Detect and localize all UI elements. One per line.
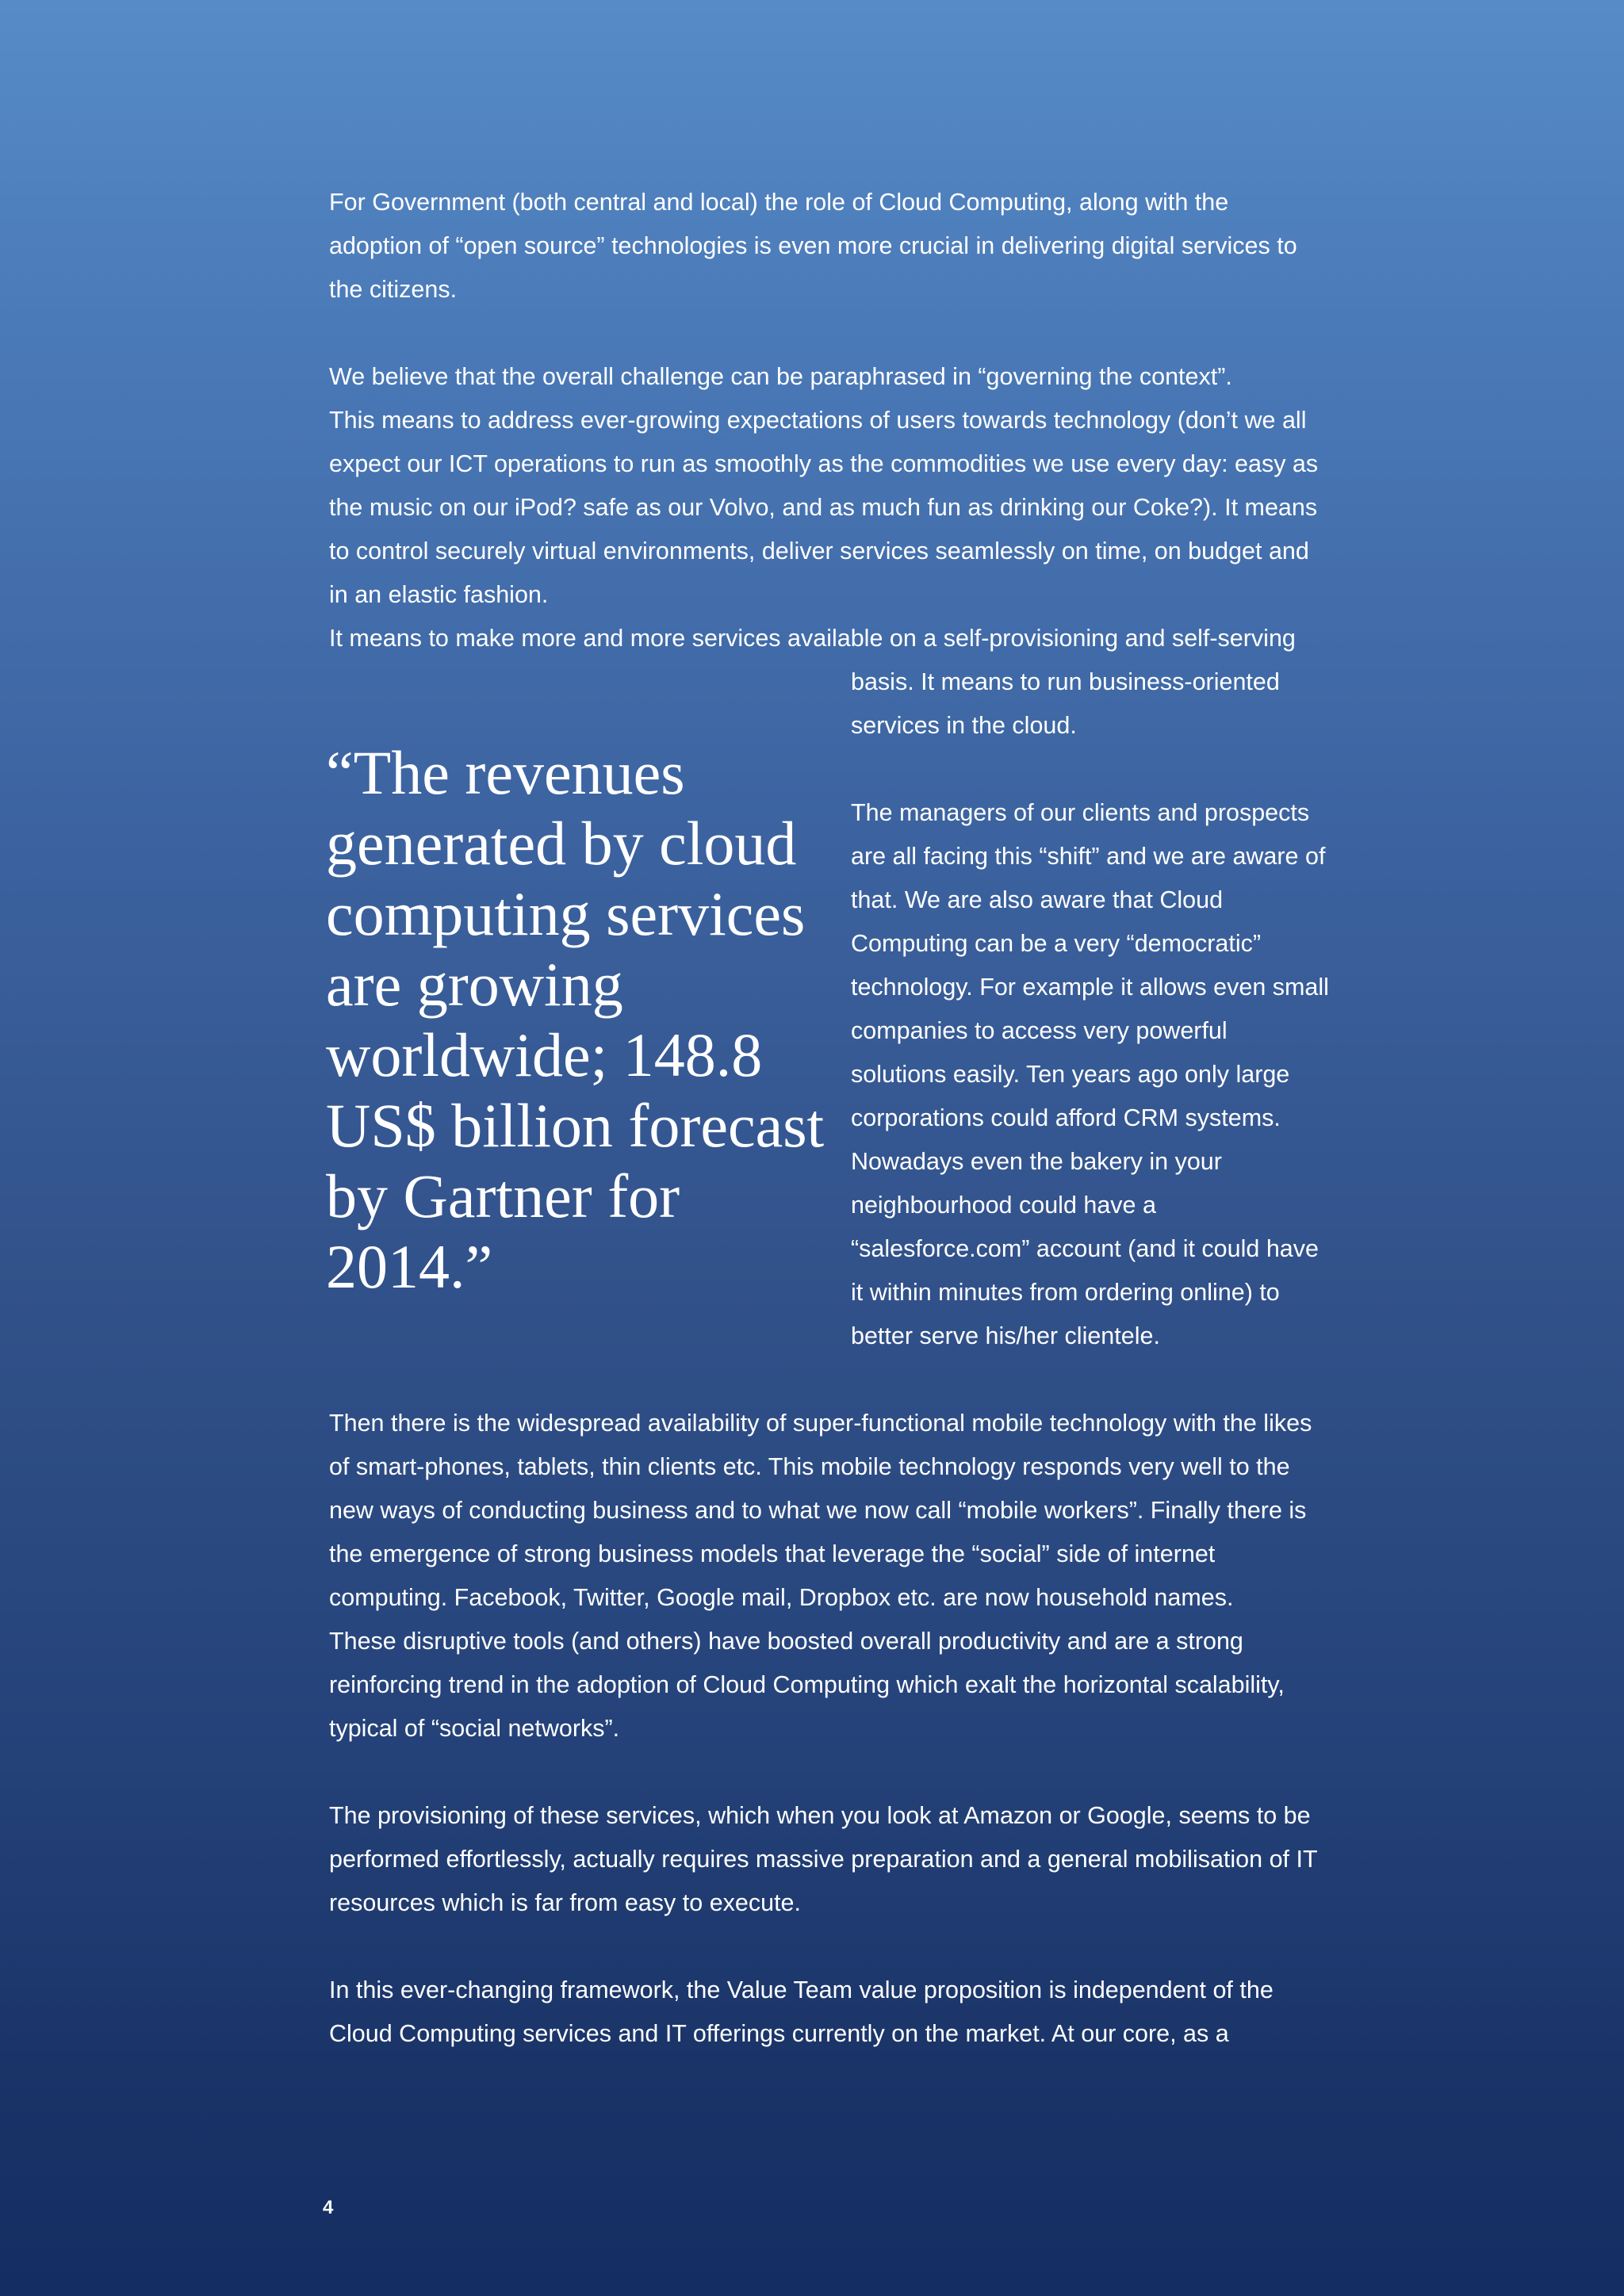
text-line: This means to address ever-growing expectations of users towards technology (don’t we all xyxy=(329,407,1307,434)
pull-quote xyxy=(326,737,824,1302)
paragraph-provisioning xyxy=(329,1794,1318,1925)
text-line: it within minutes from ordering online) to xyxy=(851,1279,1280,1306)
text-line: to control securely virtual environments, deliver services seamlessly on time, on budget and xyxy=(329,538,1309,564)
page-number: 4 xyxy=(323,2197,334,2218)
quote-line: US$ billion forecast xyxy=(326,1091,825,1160)
text-line: better serve his/her clientele. xyxy=(851,1322,1160,1349)
quote-line: by Gartner for xyxy=(326,1161,680,1230)
text-line: corporations could afford CRM systems. xyxy=(851,1104,1281,1131)
text-line: We believe that the overall challenge can be paraphrased in “governing the context”. xyxy=(329,363,1232,390)
text-line: Computing can be a very “democratic” xyxy=(851,930,1262,957)
text-line: Then there is the widespread availability of super-functional mobile technology with the likes xyxy=(329,1410,1312,1437)
text-line: in an elastic fashion. xyxy=(329,581,549,608)
text-line: Cloud Computing services and IT offerings currently on the market. At our core, as a xyxy=(329,2020,1229,2047)
text-line: The managers of our clients and prospects xyxy=(851,799,1310,826)
text-line: reinforcing trend in the adoption of Cloud Computing which exalt the horizontal scalability, xyxy=(329,1671,1285,1698)
text-line: services in the cloud. xyxy=(851,712,1077,739)
paragraph-governing-context xyxy=(329,355,1318,660)
text-line: The provisioning of these services, which when you look at Amazon or Google, seems to be xyxy=(329,1802,1311,1829)
text-line: For Government (both central and local) the role of Cloud Computing, along with the xyxy=(329,189,1229,216)
text-line: In this ever-changing framework, the Value Team value proposition is independent of the xyxy=(329,1976,1274,2003)
text-line: “salesforce.com” account (and it could have xyxy=(851,1235,1319,1262)
text-line: new ways of conducting business and to what we now call “mobile workers”. Finally there is xyxy=(329,1497,1307,1524)
text-line: technology. For example it allows even small xyxy=(851,974,1329,1001)
text-line: that. We are also aware that Cloud xyxy=(851,886,1224,913)
quote-line: are growing xyxy=(326,950,623,1019)
text-line: neighbourhood could have a xyxy=(851,1192,1156,1219)
text-line: the music on our iPod? safe as our Volvo, and as much fun as drinking our Coke?). It means xyxy=(329,494,1318,521)
text-line: the emergence of strong business models that leverage the “social” side of internet xyxy=(329,1540,1216,1567)
text-line: These disruptive tools (and others) have boosted overall productivity and are a strong xyxy=(329,1628,1243,1655)
quote-line: 2014.” xyxy=(326,1232,493,1301)
text-line: It means to make more and more services available on a self-provisioning and self-serving xyxy=(329,625,1296,652)
text-line: adoption of “open source” technologies is even more crucial in delivering digital services to xyxy=(329,232,1297,259)
paragraph-governing-context-continued xyxy=(851,660,1280,748)
text-line: solutions easily. Ten years ago only large xyxy=(851,1061,1290,1088)
text-line: Nowadays even the bakery in your xyxy=(851,1148,1222,1175)
quote-line: computing services xyxy=(326,879,806,948)
text-line: basis. It means to run business-oriented xyxy=(851,668,1280,695)
text-line: are all facing this “shift” and we are aware of xyxy=(851,843,1326,870)
paragraph-government xyxy=(329,181,1297,312)
text-line: the citizens. xyxy=(329,276,458,303)
text-line: resources which is far from easy to execute. xyxy=(329,1889,801,1916)
text-line: of smart-phones, tablets, thin clients etc. This mobile technology responds very well to the xyxy=(329,1453,1290,1480)
paragraph-mobile-technology xyxy=(329,1402,1312,1751)
text-line: typical of “social networks”. xyxy=(329,1715,620,1742)
text-line: companies to access very powerful xyxy=(851,1017,1228,1044)
quote-line: worldwide; 148.8 xyxy=(326,1020,763,1089)
text-line: performed effortlessly, actually requires massive preparation and a general mobilisation of IT xyxy=(329,1846,1318,1873)
paragraph-value-proposition xyxy=(329,1969,1274,2056)
quote-line: generated by cloud xyxy=(326,809,797,878)
paragraph-managers-shift xyxy=(851,791,1329,1358)
text-line: computing. Facebook, Twitter, Google mail, Dropbox etc. are now household names. xyxy=(329,1584,1234,1611)
quote-line: “The revenues xyxy=(326,738,685,807)
text-line: expect our ICT operations to run as smoothly as the commodities we use every day: easy as xyxy=(329,450,1319,477)
